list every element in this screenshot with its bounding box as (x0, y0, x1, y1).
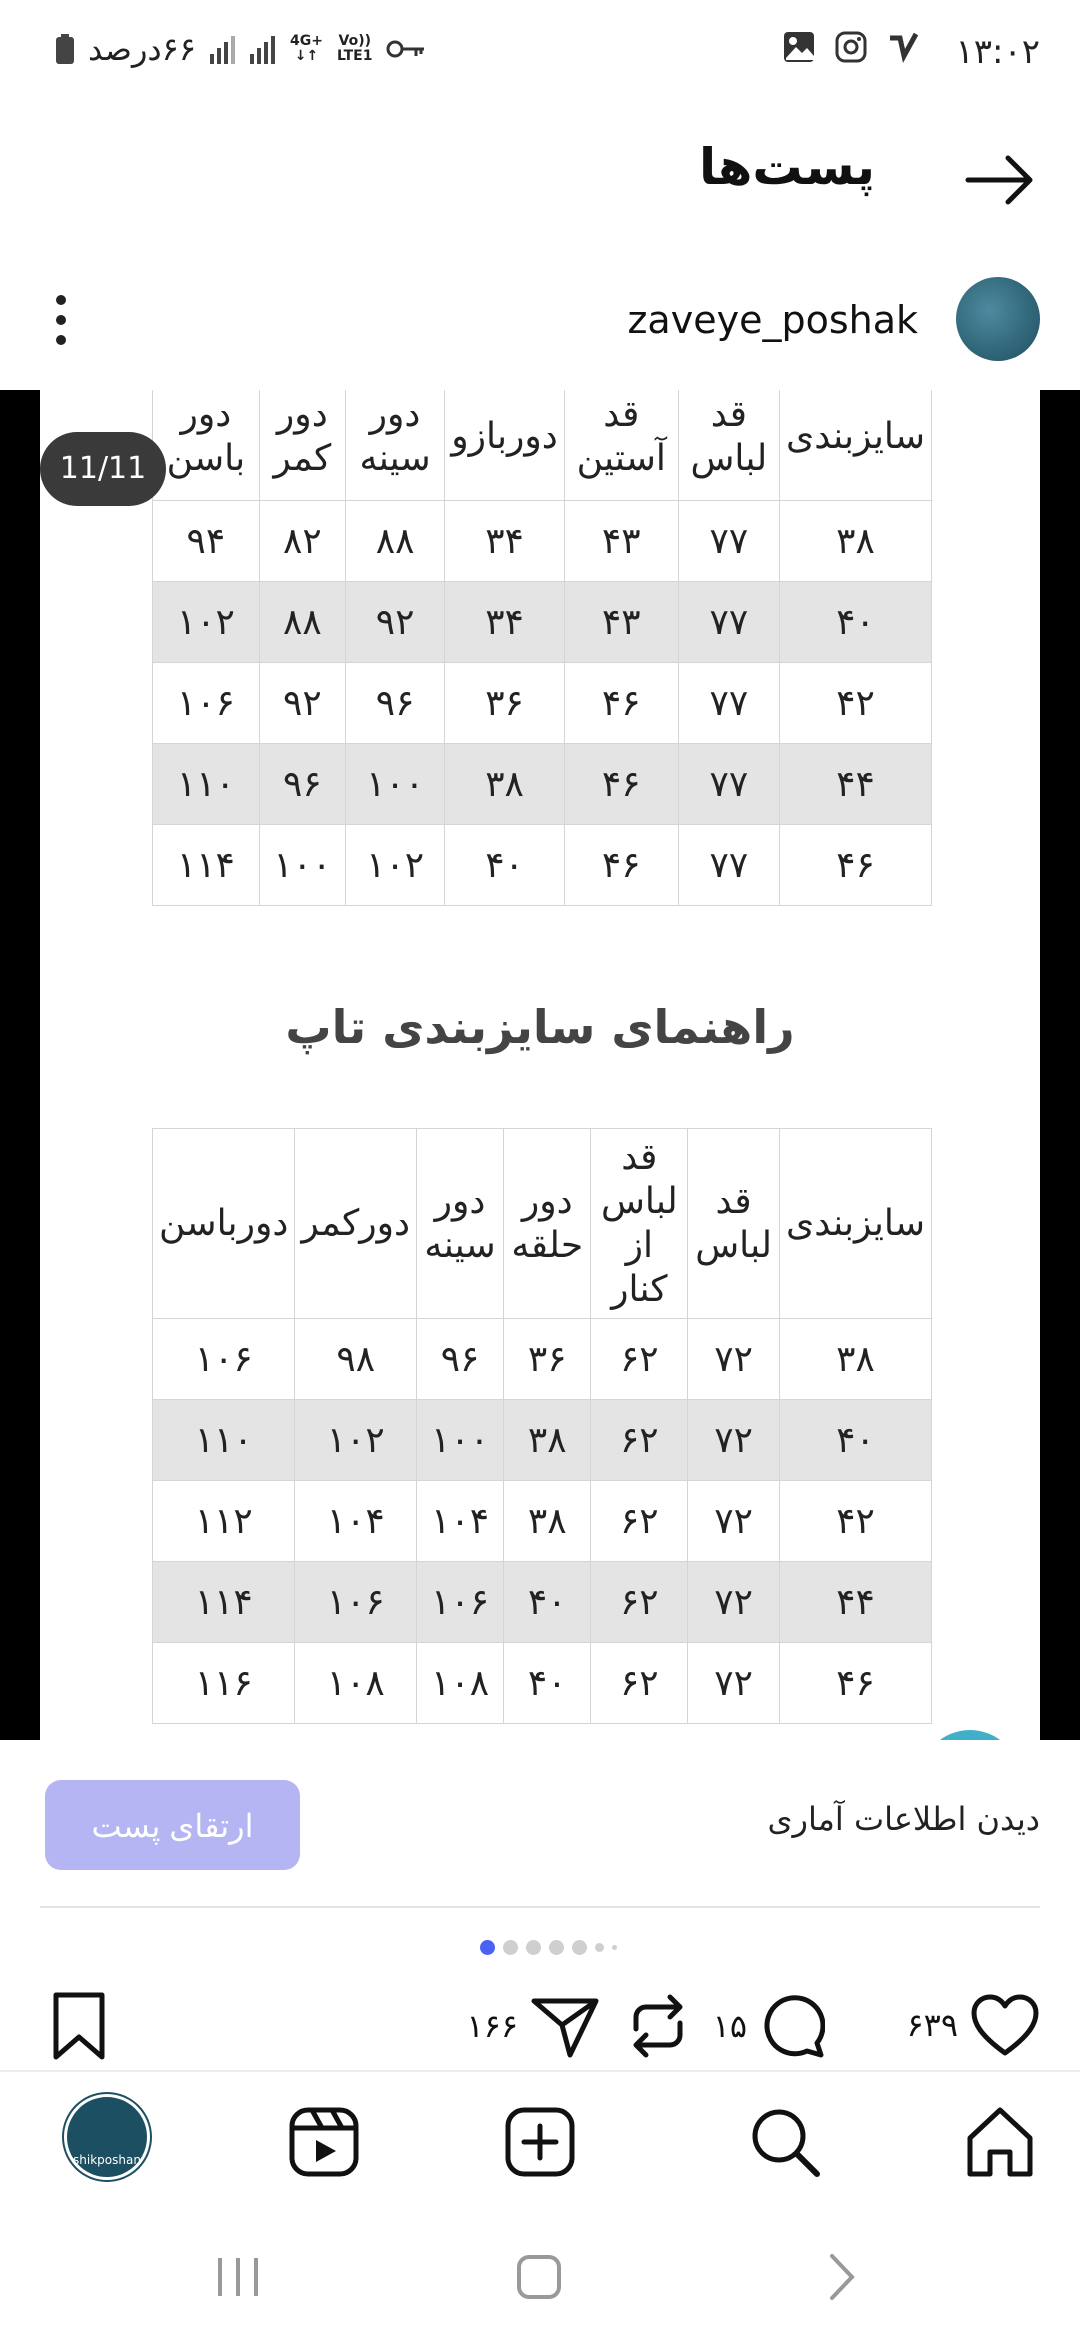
network-type: 4G+ ↓↑ (290, 33, 324, 64)
table-cell: ۴۰ (504, 1562, 591, 1643)
table-cell: ۴۰ (780, 1400, 932, 1481)
table-cell: ۴۰ (780, 582, 932, 663)
table-cell: ۱۰۶ (295, 1562, 417, 1643)
table-cell: ۶۲ (591, 1400, 688, 1481)
table-cell: ۱۰۰ (417, 1400, 504, 1481)
table-cell: ۳۴ (445, 501, 565, 582)
table-cell: ۱۰۶ (153, 1319, 295, 1400)
clock: ۱۳:۰۲ (955, 32, 1040, 72)
table-header: سایزبندی (780, 390, 932, 501)
signal-icon (210, 34, 236, 64)
table-cell: ۴۴ (780, 1562, 932, 1643)
table-cell: ۴۴ (780, 744, 932, 825)
send-icon[interactable] (530, 1993, 600, 2059)
notification-icons (782, 30, 920, 64)
size-table-2 (152, 1128, 932, 1724)
table-cell: ۶۲ (591, 1643, 688, 1724)
table-header: دور سینه (417, 1129, 504, 1319)
table-header: دورکمر (295, 1129, 417, 1319)
heart-icon[interactable] (970, 1993, 1040, 2057)
table-cell: ۴۲ (780, 1481, 932, 1562)
table-cell: ۴۲ (780, 663, 932, 744)
table-row (153, 1319, 932, 1400)
table-cell: ۹۶ (345, 663, 444, 744)
table-row (153, 744, 932, 825)
table-cell: ۴۶ (780, 825, 932, 906)
repost-icon[interactable] (626, 1993, 690, 2059)
table-row (153, 501, 932, 582)
table-cell: ۷۷ (678, 582, 779, 663)
search-icon[interactable] (745, 2102, 825, 2182)
post-image[interactable] (0, 390, 1080, 1740)
comment-action[interactable] (713, 1993, 825, 2059)
reels-icon[interactable] (284, 2102, 364, 2182)
carousel-dot (526, 1940, 541, 1955)
table-cell: ۴۳ (564, 582, 678, 663)
table-cell: ۳۶ (504, 1319, 591, 1400)
table-cell: ۷۲ (688, 1643, 780, 1724)
floating-button-peek[interactable] (920, 1730, 1020, 1740)
back-button-icon[interactable] (822, 2252, 862, 2302)
promote-post-button[interactable]: ارتقای پست (45, 1780, 300, 1870)
table-cell: ۱۰۰ (259, 825, 345, 906)
table-cell: ۳۸ (504, 1400, 591, 1481)
table-cell: ۴۶ (564, 744, 678, 825)
section-title: راهنمای سایزبندی تاپ (285, 1000, 795, 1054)
table-cell: ۷۲ (688, 1319, 780, 1400)
battery-percentage: ۶۶درصد (88, 30, 197, 68)
table-cell: ۴۶ (780, 1643, 932, 1724)
table-cell: ۷۲ (688, 1481, 780, 1562)
system-nav-bar (0, 2212, 1080, 2340)
table-header: قد لباس از کنار (591, 1129, 688, 1319)
table-header: دور کمر (259, 390, 345, 501)
size-chart-image (40, 390, 1040, 1740)
like-count: ۶۳۹ (906, 2006, 958, 2044)
table-header: دوربازو (445, 390, 565, 501)
key-icon (386, 37, 426, 61)
table-row (153, 1481, 932, 1562)
bookmark-icon[interactable] (50, 1991, 108, 2061)
table-cell: ۷۷ (678, 501, 779, 582)
table-cell: ۹۲ (259, 663, 345, 744)
table-cell: ۱۱۲ (153, 1481, 295, 1562)
back-arrow-icon[interactable] (960, 140, 1040, 220)
check-app-icon (886, 30, 920, 64)
table-cell: ۱۰۶ (417, 1562, 504, 1643)
table-cell: ۱۱۴ (153, 1562, 295, 1643)
table-cell: ۶۲ (591, 1562, 688, 1643)
table-cell: ۴۰ (504, 1643, 591, 1724)
table-cell: ۸۸ (259, 582, 345, 663)
carousel-dot (549, 1940, 564, 1955)
table-row (153, 582, 932, 663)
header (0, 110, 1080, 260)
more-options-icon[interactable] (46, 290, 76, 350)
table-cell: ۱۰۰ (345, 744, 444, 825)
create-post-icon[interactable] (500, 2102, 580, 2182)
view-insights-link[interactable]: دیدن اطلاعات آماری (767, 1800, 1040, 1838)
share-action[interactable] (466, 1993, 600, 2059)
battery-icon (56, 34, 74, 64)
table-row (153, 825, 932, 906)
table-cell: ۱۱۶ (153, 1643, 295, 1724)
table-cell: ۴۳ (564, 501, 678, 582)
table-header: سایزبندی (780, 1129, 932, 1319)
table-cell: ۸۲ (259, 501, 345, 582)
table-cell: ۷۲ (688, 1562, 780, 1643)
table-cell: ۱۱۴ (153, 825, 260, 906)
home-button-icon[interactable] (516, 2254, 562, 2300)
table-cell: ۳۸ (780, 1319, 932, 1400)
carousel-dot (503, 1940, 518, 1955)
table-row (153, 663, 932, 744)
table-header: دورباسن (153, 1129, 295, 1319)
gallery-icon (782, 30, 816, 64)
table-cell: ۱۰۴ (295, 1481, 417, 1562)
table-cell: ۳۶ (445, 663, 565, 744)
comment-count: ۱۵ (712, 2007, 747, 2045)
table-cell: ۱۰۲ (153, 582, 260, 663)
carousel-counter: 11/11 (40, 432, 166, 506)
table-cell: ۹۶ (417, 1319, 504, 1400)
table-cell: ۳۸ (504, 1481, 591, 1562)
comment-icon[interactable] (759, 1993, 825, 2059)
table-cell: ۷۷ (678, 663, 779, 744)
table-cell: ۱۰۶ (153, 663, 260, 744)
divider (40, 1906, 1040, 1908)
recent-apps-icon[interactable] (214, 2254, 262, 2300)
post-author-row (0, 260, 1080, 390)
table-cell: ۹۲ (345, 582, 444, 663)
carousel-dot (612, 1945, 617, 1950)
post-stats-row (0, 1740, 1080, 1905)
like-action[interactable] (906, 1993, 1040, 2057)
table-header: قد آستین (564, 390, 678, 501)
table-header: قد لباس (678, 390, 779, 501)
table-cell: ۱۰۸ (295, 1643, 417, 1724)
table-cell: ۱۰۸ (417, 1643, 504, 1724)
table-header: قد لباس (688, 1129, 780, 1319)
table-cell: ۱۰۴ (417, 1481, 504, 1562)
signal-icon-2 (250, 34, 276, 64)
bottom-nav (0, 2072, 1080, 2212)
repost-action[interactable] (626, 1993, 690, 2059)
carousel-dot-active (480, 1940, 495, 1955)
table-cell: ۱۱۰ (153, 744, 260, 825)
table-cell: ۴۰ (445, 825, 565, 906)
carousel-dot (595, 1943, 604, 1952)
table-cell: ۴۶ (564, 663, 678, 744)
table-cell: ۷۷ (678, 744, 779, 825)
table-cell: ۹۶ (259, 744, 345, 825)
share-count: ۱۶۶ (466, 2007, 518, 2045)
table-cell: ۳۸ (780, 501, 932, 582)
table-cell: ۶۲ (591, 1481, 688, 1562)
status-bar (0, 0, 1080, 110)
home-icon[interactable] (960, 2102, 1040, 2182)
carousel-dots (480, 1940, 617, 1955)
table-cell: ۸۸ (345, 501, 444, 582)
table-cell: ۷۲ (688, 1400, 780, 1481)
table-row (153, 1562, 932, 1643)
table-cell: ۱۰۲ (295, 1400, 417, 1481)
table-cell: ۷۷ (678, 825, 779, 906)
table-cell: ۹۸ (295, 1319, 417, 1400)
table-cell: ۴۶ (564, 825, 678, 906)
system-indicators (56, 30, 426, 68)
table-row (153, 1643, 932, 1724)
table-cell: ۱۱۰ (153, 1400, 295, 1481)
instagram-icon (834, 30, 868, 64)
carousel-dot (572, 1940, 587, 1955)
volte-indicator: Vo)) LTE1 (337, 33, 373, 64)
table-cell: ۳۸ (445, 744, 565, 825)
size-table-1 (152, 390, 932, 906)
table-cell: ۳۴ (445, 582, 565, 663)
table-header: دور حلقه (504, 1129, 591, 1319)
post-action-bar (0, 1985, 1080, 2070)
page-title: پست‌ها (698, 138, 875, 196)
table-row (153, 1400, 932, 1481)
profile-avatar[interactable]: shikposhan (64, 2094, 150, 2180)
author-username[interactable]: zaveye_poshak (627, 298, 918, 342)
table-cell: ۱۰۲ (345, 825, 444, 906)
table-header: دور باسن (153, 390, 260, 501)
author-avatar[interactable] (956, 277, 1040, 361)
table-cell: ۶۲ (591, 1319, 688, 1400)
table-header: دور سینه (345, 390, 444, 501)
table-cell: ۹۴ (153, 501, 260, 582)
